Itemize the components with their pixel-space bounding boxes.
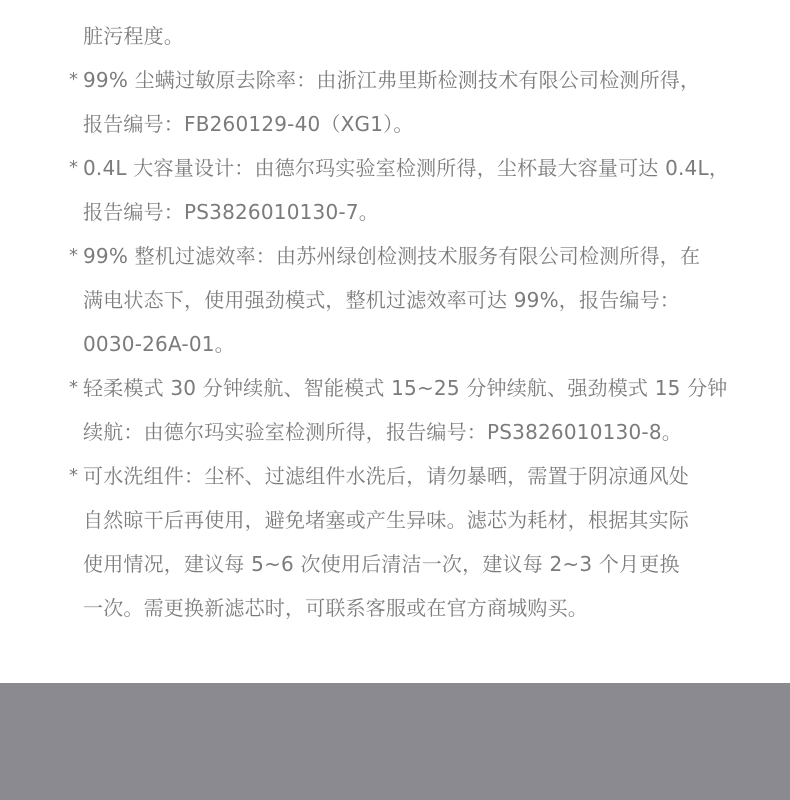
note-line: 一次。需更换新滤芯时，可联系客服或在官方商城购买。 (83, 596, 588, 620)
note-line: 续航：由德尔玛实验室检测所得，报告编号：PS3826010130-8。 (83, 420, 682, 444)
note-line: 报告编号：PS3826010130-7。 (83, 200, 379, 224)
note-line: 99% 整机过滤效率：由苏州绿创检测技术服务有限公司检测所得，在 (83, 244, 701, 268)
footnote-marker: * (69, 377, 78, 398)
note-line: 满电状态下，使用强劲模式，整机过滤效率可达 99%，报告编号： (83, 288, 681, 312)
footnote-marker: * (69, 465, 78, 486)
footer-band (0, 683, 790, 800)
note-line: 自然晾干后再使用，避免堵塞或产生异味。滤芯为耗材，根据其实际 (83, 508, 689, 532)
note-line: 0030-26A-01。 (83, 332, 235, 356)
note-line: 99% 尘螨过敏原去除率：由浙江弗里斯检测技术有限公司检测所得， (83, 68, 701, 92)
note-line: 0.4L 大容量设计：由德尔玛实验室检测所得，尘杯最大容量可达 0.4L， (83, 156, 730, 180)
note-line: 可水洗组件：尘杯、过滤组件水洗后，请勿暴晒，需置于阴凉通风处 (83, 464, 689, 488)
footnote-marker: * (69, 157, 78, 178)
footnote-marker: * (69, 69, 78, 90)
footnote-marker: * (69, 245, 78, 266)
note-line: 轻柔模式 30 分钟续航、智能模式 15~25 分钟续航、强劲模式 15 分钟 (83, 376, 728, 400)
note-line: 使用情况，建议每 5~6 次使用后清洁一次，建议每 2~3 个月更换 (83, 552, 680, 576)
note-line: 脏污程度。 (83, 24, 184, 48)
note-line: 报告编号：FB260129-40（XG1）。 (83, 112, 414, 136)
